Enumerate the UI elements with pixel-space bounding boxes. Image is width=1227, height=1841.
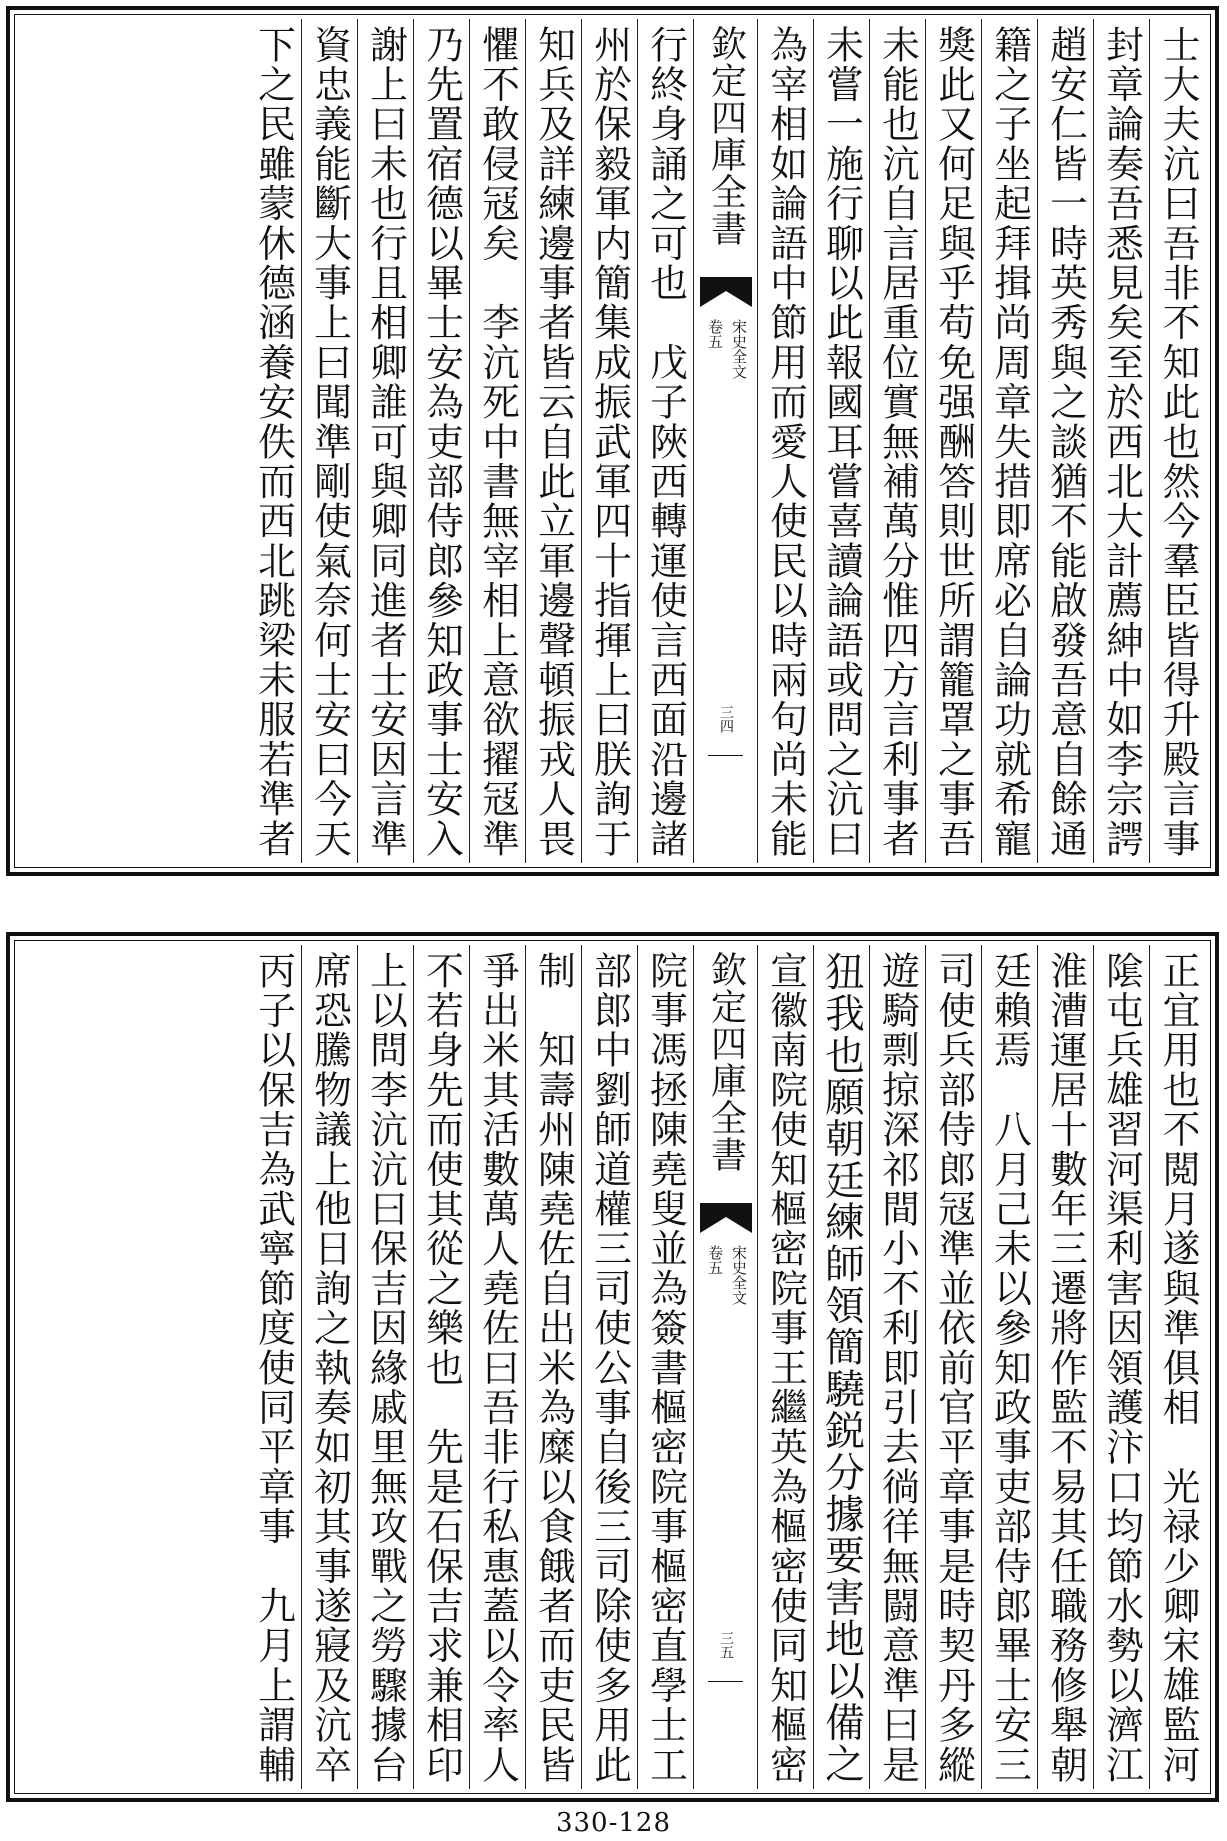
- text-column: [870, 945, 926, 1789]
- text-column: [358, 945, 414, 1789]
- column-text: 士大夫沆曰吾非不知此也然今羣臣皆得升殿言事: [1156, 25, 1200, 859]
- fishtail-mark: [700, 277, 752, 307]
- column-text: 懼不敢侵冦矣 李沆死中書無宰相上意欲擢冦準: [475, 25, 520, 859]
- column-text: 獎此又何足與乎苟免强酬答則世所謂籠罩之事吾: [931, 25, 976, 859]
- text-column: [414, 19, 470, 863]
- text-column: [582, 19, 638, 863]
- text-column: [926, 945, 982, 1789]
- column-text: 州於保毅軍内簡集成振武軍四十指揮上曰朕詢于: [587, 25, 632, 859]
- column-text: 未嘗一施行聊以此報國耳嘗喜讀論語或問之沆曰: [819, 25, 864, 859]
- center-title: 欽定四庫全書: [705, 951, 747, 1173]
- text-column: [814, 945, 870, 1789]
- column-text: 宣徽南院使知樞密院事王繼英為樞密使同知樞密: [763, 951, 808, 1785]
- text-column: [302, 945, 358, 1789]
- center-band: [694, 945, 758, 1789]
- column-text: 趙安仁皆一時英秀與之談猶不能啟發吾意自餘通: [1043, 25, 1088, 859]
- text-column: [470, 19, 526, 863]
- text-column: [1150, 945, 1206, 1789]
- folio-rule: [708, 755, 743, 756]
- column-text: 下之民雖蒙休德涵養安佚而西北跳梁未服若準者: [251, 25, 296, 859]
- text-column: [638, 945, 694, 1789]
- center-folio: 三五: [718, 1631, 734, 1659]
- folio-rule: [708, 1681, 743, 1682]
- column-text: 廷賴焉 八月己未以參知政事吏部侍郎畢士安三: [987, 951, 1032, 1785]
- center-source: 宋史全文: [730, 1245, 748, 1305]
- column-text: 為宰相如論語中節用而愛人使民以時兩句尚未能: [763, 25, 808, 859]
- text-column: [302, 19, 358, 863]
- text-column: [1094, 19, 1150, 863]
- text-column: [1094, 945, 1150, 1789]
- column-text: 不若身先而使其從之樂也 先是石保吉求兼相印: [419, 951, 464, 1785]
- column-text: 院事馮拯陳堯叟並為簽書樞密院事樞密直學士工: [643, 951, 688, 1785]
- page-bottom: [6, 932, 1219, 1802]
- center-source: 宋史全文: [730, 319, 748, 379]
- text-column: [814, 19, 870, 863]
- text-column: [982, 945, 1038, 1789]
- column-text: 未能也沆自言居重位實無補萬分惟四方言利事者: [875, 25, 920, 859]
- text-column: [526, 945, 582, 1789]
- column-text: 行終身誦之可也 戊子陜西轉運使言西面沿邊諸: [643, 25, 688, 859]
- text-column: [926, 19, 982, 863]
- text-column: [582, 945, 638, 1789]
- fishtail-mark: [700, 1203, 752, 1233]
- page-number: 330-128: [555, 1808, 672, 1838]
- page-top: [6, 6, 1219, 876]
- text-column: [246, 945, 302, 1789]
- text-column: [982, 19, 1038, 863]
- text-column: [414, 945, 470, 1789]
- column-text: 謝上曰未也行且相卿誰可與卿同進者士安因言準: [363, 25, 408, 859]
- column-text: 隂屯兵雄習河渠利害因領護汴口均節水勢以濟江: [1099, 951, 1144, 1785]
- text-column: [758, 945, 814, 1789]
- column-text: 席恐騰物議上他日詢之執奏如初其事遂寢及沆卒: [307, 951, 352, 1785]
- column-text: 上以問李沆沆曰保吉因緣戚里無攻戰之勞驟據台: [363, 951, 408, 1785]
- column-text: 封章論奏吾悉見矣至於西北大計薦紳中如李宗諤: [1099, 25, 1144, 859]
- text-column: [358, 19, 414, 863]
- text-column: [246, 19, 302, 863]
- column-text: 籍之子坐起拜揖尚周章失措即席必自論功就希寵: [987, 25, 1032, 859]
- column-text: 正宜用也不閲月遂與準俱相 光禄少卿宋雄監河: [1156, 951, 1200, 1785]
- column-text: 淮漕運居十數年三遷將作監不易其任職務修舉朝: [1043, 951, 1088, 1785]
- column-text: 司使兵部侍郎冦準並依前官平章事是時契丹多縱: [931, 951, 976, 1785]
- center-band: [694, 19, 758, 863]
- text-column: [1038, 945, 1094, 1789]
- center-folio: 三四: [718, 705, 734, 733]
- column-text: 部郎中劉師道權三司使公事自後三司除使多用此: [587, 951, 632, 1785]
- text-column: [758, 19, 814, 863]
- column-text: 制 知壽州陳堯佐自出米為糜以食餓者而吏民皆: [531, 951, 576, 1785]
- text-column: [470, 945, 526, 1789]
- column-text: 爭出米其活數萬人堯佐曰吾非行私惠蓋以令率人: [475, 951, 520, 1785]
- column-text: 丙子以保吉為武寧節度使同平章事 九月上謂輔: [251, 951, 296, 1785]
- column-text: 遊騎剽掠深祁間小不利即引去徜徉無闘意準曰是: [875, 951, 920, 1785]
- text-column: [1150, 19, 1206, 863]
- center-volume: 卷五: [706, 1245, 724, 1275]
- text-column: [1038, 19, 1094, 863]
- column-text: 乃先置宿德以畢士安為吏部侍郎參知政事士安入: [419, 25, 464, 859]
- text-column: [870, 19, 926, 863]
- column-text: 知兵及詳練邊事者皆云自此立軍邊聲頓振戎人畏: [531, 25, 576, 859]
- text-column: [526, 19, 582, 863]
- text-column: [638, 19, 694, 863]
- center-title: 欽定四庫全書: [705, 25, 747, 247]
- column-text: 狃我也願朝廷練師領簡驍鋭分據要害地以備之: [818, 951, 865, 1785]
- center-volume: 卷五: [706, 319, 724, 349]
- column-text: 資忠義能斷大事上曰聞準剛使氣奈何士安曰今天: [307, 25, 352, 859]
